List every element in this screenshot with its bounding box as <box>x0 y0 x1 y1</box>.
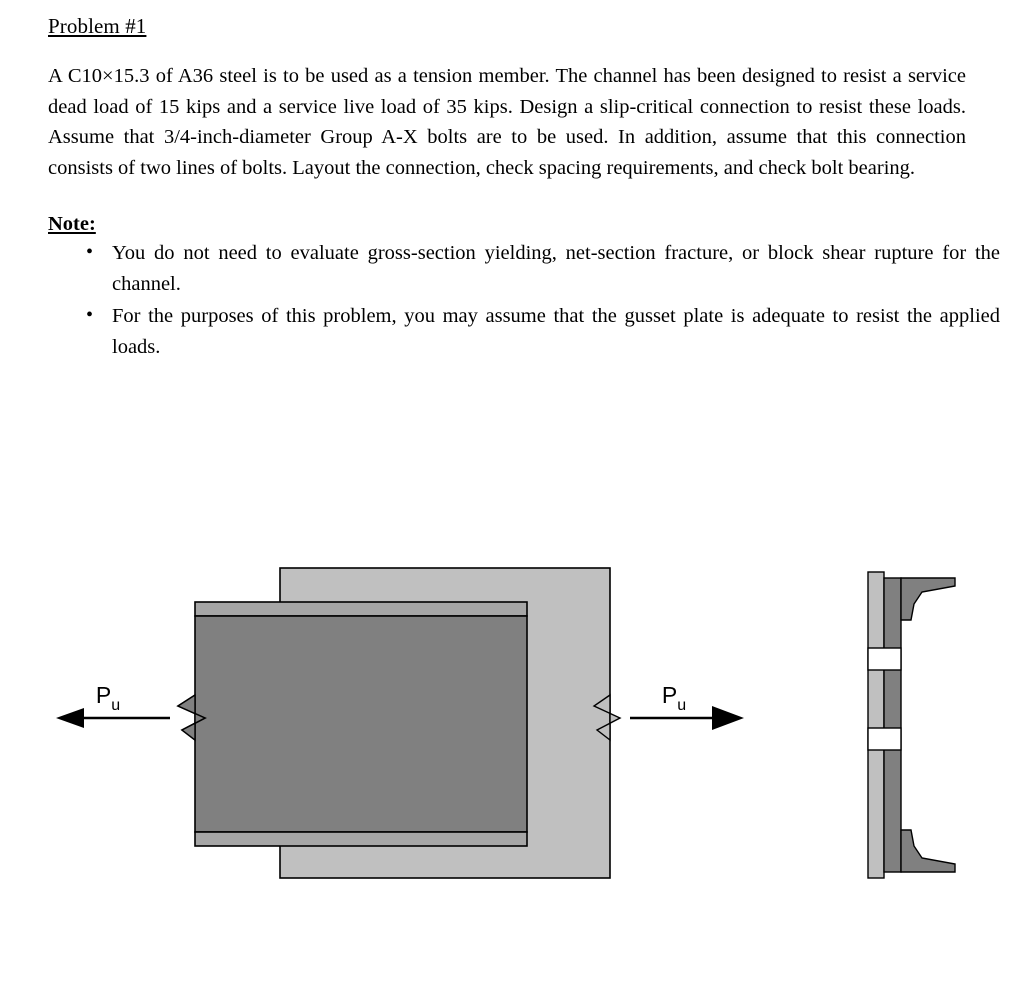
document-content <box>48 14 1000 364</box>
right-force-label: $P_u$ <box>661 682 687 714</box>
section-gusset-plate <box>868 572 884 878</box>
section-bottom-flange <box>901 830 955 872</box>
left-force-label: $P_u$ <box>95 682 121 714</box>
section-bolt-hole-2 <box>868 728 901 750</box>
channel-top-flange <box>195 602 527 616</box>
list-item <box>82 301 1000 362</box>
channel-section-view <box>868 572 955 878</box>
section-top-flange <box>901 578 955 620</box>
right-force-arrow <box>630 706 744 730</box>
channel-bottom-flange <box>195 832 527 846</box>
channel-web <box>195 616 527 832</box>
note-list <box>48 238 1000 362</box>
note-item-text: You do not need to evaluate gross-section yielding, net-section fracture, or block shear rupture for the channel. <box>112 242 1000 295</box>
section-bolt-hole-1 <box>868 648 901 670</box>
note-item-text: For the purposes of this problem, you may assume that the gusset plate is adequate to resist the applied loads. <box>112 305 1000 358</box>
problem-statement-paragraph: A C10×15.3 of A36 steel is to be used as a tension member. The channel has been designed to resist a service dead load of 15 kips and a service live load of 35 kips. Design a slip-critical connection to resist these loads. Assume that 3/4-inch-diameter Group A-X bolts are to be used. In addition, assume that this connection consists of two lines of bolts. Layout the connection, check spacing requirements, and check bolt bearing. <box>48 65 966 179</box>
connection-figure <box>0 520 1024 940</box>
list-item <box>82 238 1000 299</box>
page-title: Problem #1 <box>48 14 147 38</box>
note-heading: Note: <box>48 213 96 235</box>
section-channel-web <box>884 578 901 872</box>
